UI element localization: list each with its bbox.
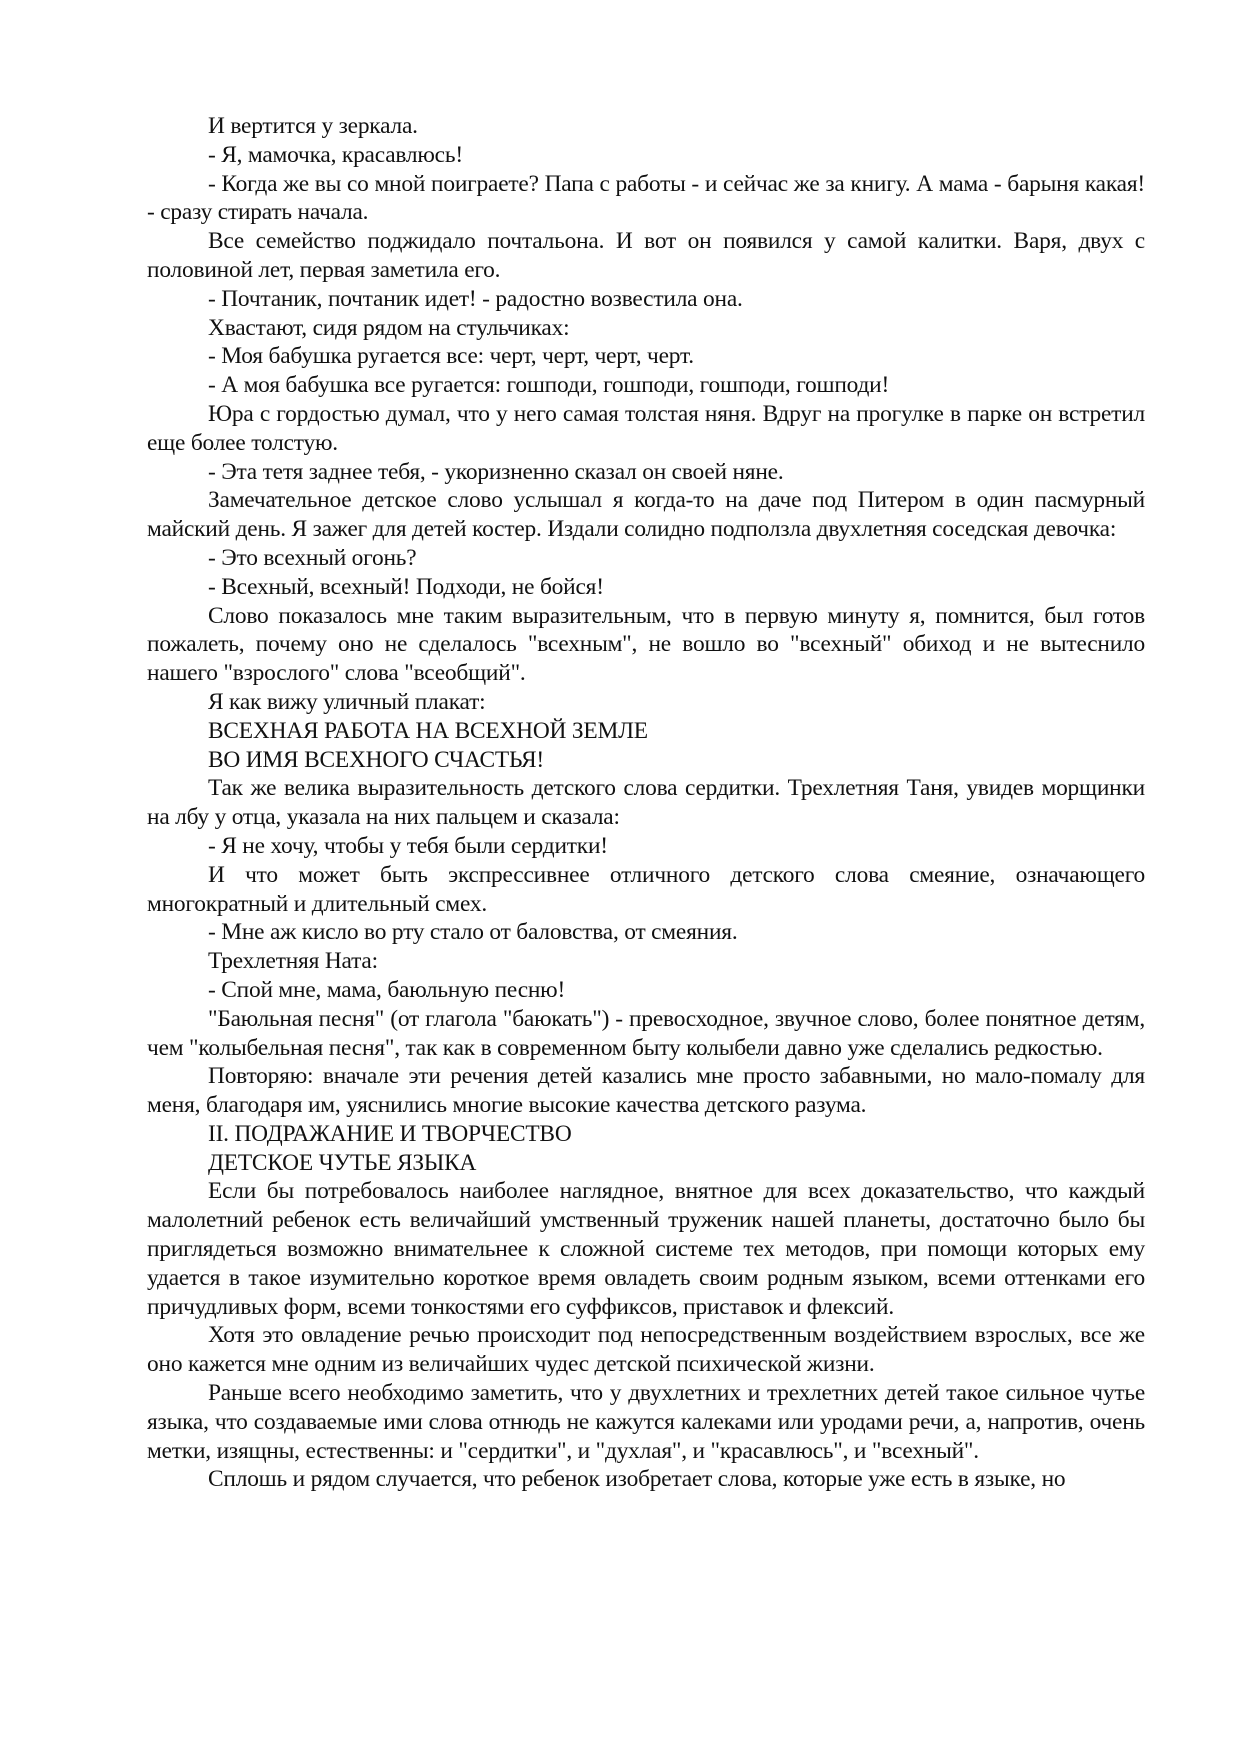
paragraph: Трехлетняя Ната: [208,948,378,975]
paragraph: - Моя бабушка ругается все: черт, черт, черт, черт. [208,343,694,370]
document-page [147,112,1145,1494]
paragraph: Если бы потребовалось наиболее наглядное, внятное для всех доказательство, что каждый малолетний ребенок есть величайший умственный труженик нашей планеты, достаточно было бы приглядеться возможно внимательнее к сложной системе тех методов, при помощи которых ему удается в такое изумительно короткое время овладеть своим родным языком, всеми оттенками его причудливых форм, всеми тонкостями его суффиксов, приставок и флексий. [147,1178,1145,1320]
paragraph: Хотя это овладение речью происходит под непосредственным воздействием взрослых, все же оно кажется мне одним из величайших чудес детской психической жизни. [147,1322,1145,1378]
paragraph: Сплошь и рядом случается, что ребенок изобретает слова, которые уже есть в языке, но [208,1466,1066,1493]
paragraph: Все семейство поджидало почтальона. И вот он появился у самой калитки. Варя, двух с половиной лет, первая заметила его. [147,228,1145,283]
paragraph: Юра с гордостью думал, что у него самая толстая няня. Вдруг на прогулке в парке он встретил еще более толстую. [147,400,1145,456]
paragraph: "Баюльная песня" (от глагола "баюкать") - превосходное, звучное слово, более понятное детям, чем "колыбельная песня", так как в современном быту колыбели давно уже сделались редкостью. [147,1005,1145,1061]
paragraph: - А моя бабушка все ругается: гошподи, гошподи, гошподи, гошподи! [208,372,890,399]
section-heading: ДЕТСКОЕ ЧУТЬЕ ЯЗЫКА [208,1149,477,1176]
paragraph: - Это всехный огонь? [208,544,417,571]
paragraph: Замечательное детское слово услышал я когда-то на даче под Питером в один пасмурный майский день. Я зажег для детей костер. Издали солидно подползла двухлетняя соседская девочка: [147,487,1145,543]
paragraph: - Я не хочу, чтобы у тебя были сердитки! [208,832,608,859]
paragraph: Я как вижу уличный плакат: [208,688,486,715]
paragraph: И что может быть экспрессивнее отличного детского слова смеяние, означающего многократный и длительный смех. [147,861,1145,917]
paragraph: - Эта тетя заднее тебя, - укоризненно сказал он своей няне. [208,458,784,485]
paragraph: Повторяю: вначале эти речения детей казались мне просто забавными, но мало-помалу для меня, благодаря им, уяснились многие высокие качества детского разума. [147,1063,1145,1119]
chapter-heading: II. ПОДРАЖАНИЕ И ТВОРЧЕСТВО [208,1120,572,1147]
paragraph: - Я, мамочка, красавлюсь! [208,141,463,168]
paragraph: Раньше всего необходимо заметить, что у двухлетних и трехлетних детей такое сильное чутье языка, что создаваемые ими слова отнюдь не кажутся калеками или уродами речи, а, напротив, очень метки, изящны, естественны: и "сердитки", и "духлая", и "красавлюсь", и "всехный". [147,1380,1145,1464]
paragraph: Хвастают, сидя рядом на стульчиках: [208,314,570,341]
paragraph: - Спой мне, мама, баюльную песню! [208,976,566,1003]
paragraph: - Когда же вы со мной поиграете? Папа с работы - и сейчас же за книгу. А мама - барыня какая! - сразу стирать начала. [147,170,1145,226]
poster-line: ВСЕХНАЯ РАБОТА НА ВСЕХНОЙ ЗЕМЛЕ [208,717,648,744]
paragraph: - Мне аж кисло во рту стало от баловства, от смеяния. [208,919,738,946]
paragraph: Так же велика выразительность детского слова сердитки. Трехлетняя Таня, увидев морщинки на лбу у отца, указала на них пальцем и сказала: [147,775,1145,831]
paragraph: И вертится у зеркала. [208,113,418,139]
paragraph: - Почтаник, почтаник идет! - радостно возвестила она. [208,285,743,312]
paragraph: - Всехный, всехный! Подходи, не бойся! [208,573,604,600]
poster-line: ВО ИМЯ ВСЕХНОГО СЧАСТЬЯ! [208,746,544,773]
paragraph: Слово показалось мне таким выразительным, что в первую минуту я, помнится, был готов пожалеть, почему оно не сделалось "всехным", не вошло во "всехный" обиход и не вытеснило нашего "взрослого" слова "всеобщий". [147,602,1145,687]
